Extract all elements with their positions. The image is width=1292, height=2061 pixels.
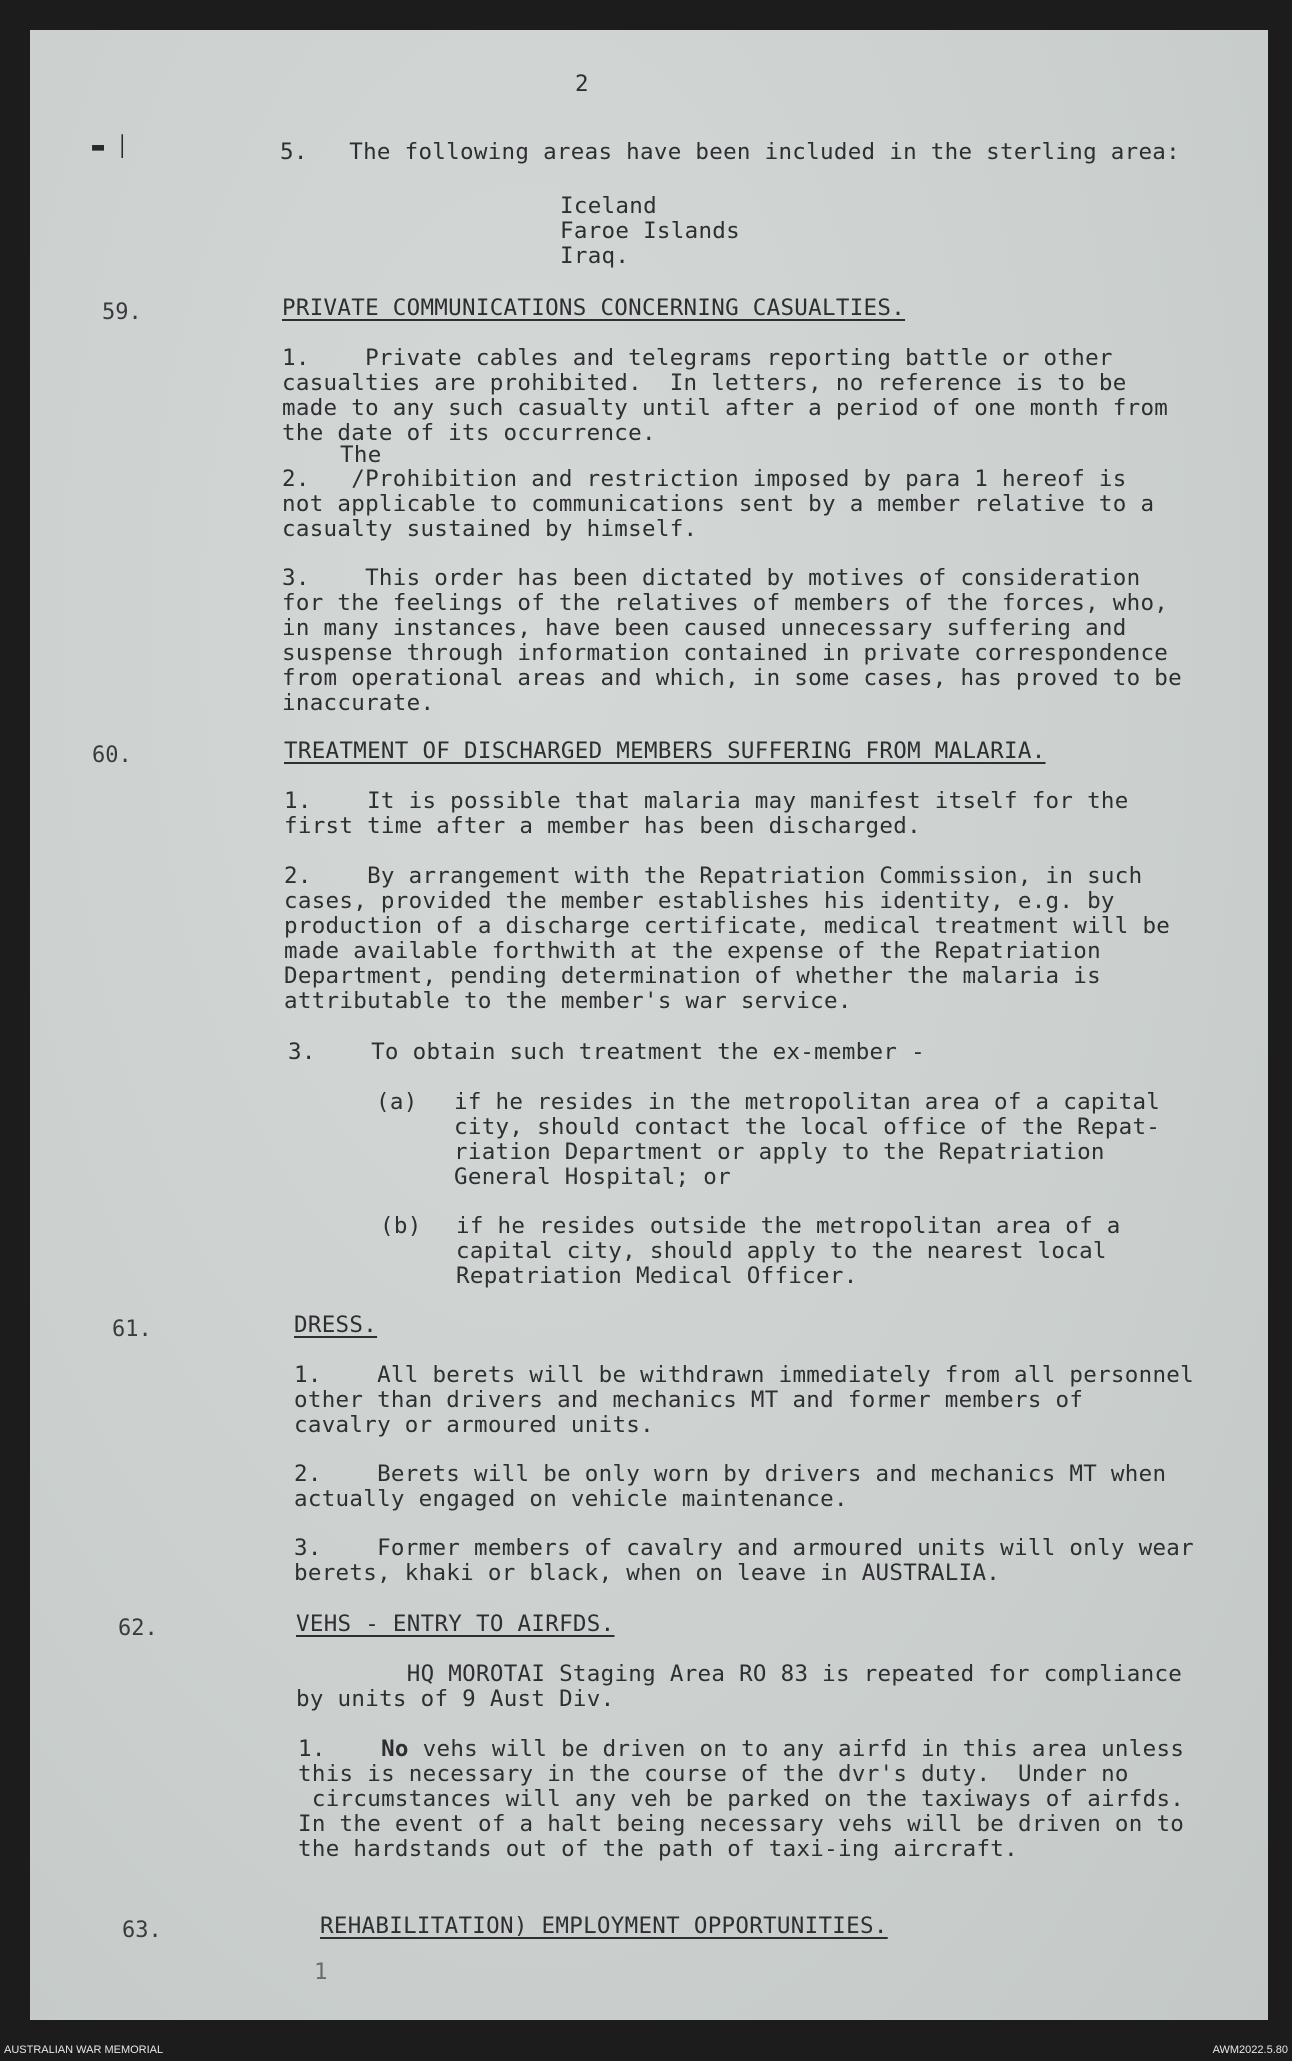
footer-credit: AUSTRALIAN WAR MEMORIAL [4, 2044, 164, 2056]
text-line: 2. Berets will be only worn by drivers and mechanics MT when [294, 1461, 1167, 1487]
text-line: 1. It is possible that malaria may manifest itself for the [284, 788, 1129, 814]
area-item: Faroe Islands [560, 218, 740, 244]
document-page [30, 30, 1268, 2020]
section-heading: DRESS. [294, 1312, 378, 1338]
text-line: Repatriation Medical Officer. [456, 1263, 858, 1289]
text-line: 1. All berets will be withdrawn immediately from all personnel [294, 1362, 1194, 1388]
text-line: suspense through information contained in private correspondence [282, 640, 1169, 666]
text-line: actually engaged on vehicle maintenance. [294, 1486, 848, 1512]
page-number: 2 [575, 71, 589, 97]
text-line: 1. Private cables and telegrams reporting battle or other [282, 345, 1113, 371]
section-heading: TREATMENT OF DISCHARGED MEMBERS SUFFERING FROM MALARIA. [284, 738, 1046, 764]
area-item: Iraq. [560, 243, 630, 269]
margin-mark: ▬ │ [92, 134, 129, 158]
section-number: 60. [92, 743, 132, 768]
text-line: HQ MOROTAI Staging Area RO 83 is repeated for compliance [296, 1661, 1183, 1687]
handwritten-insert: The [340, 442, 382, 468]
bottom-mark: 1 [314, 1959, 328, 1985]
text-line: casualties are prohibited. In letters, no reference is to be [282, 370, 1127, 396]
text-line: production of a discharge certificate, medical treatment will be [284, 913, 1171, 939]
section-number: 63. [122, 1918, 162, 1943]
section-heading: PRIVATE COMMUNICATIONS CONCERNING CASUALTIES. [282, 295, 906, 321]
text-line: casualty sustained by himself. [282, 516, 698, 542]
text-line: the date of its occurrence. [282, 420, 656, 446]
section-heading: REHABILITATION) EMPLOYMENT OPPORTUNITIES. [320, 1913, 888, 1939]
emphasis: No [381, 1736, 409, 1762]
text-line: General Hospital; or [454, 1164, 731, 1190]
text-line: 3. This order has been dictated by motives of consideration [282, 565, 1141, 591]
area-item: Iceland [560, 193, 657, 219]
text-line: cavalry or armoured units. [294, 1412, 654, 1438]
item5-lead: 5. The following areas have been included in the sterling area: [280, 139, 1180, 165]
text-line: 2. /Prohibition and restriction imposed by para 1 hereof is [282, 466, 1127, 492]
text-line: by units of 9 Aust Div. [296, 1686, 615, 1712]
text-line: berets, khaki or black, when on leave in AUSTRALIA. [294, 1560, 1001, 1586]
text-line: if he resides outside the metropolitan area of a [456, 1213, 1121, 1239]
footer-bar [0, 2040, 1292, 2061]
text-line: riation Department or apply to the Repatriation [454, 1139, 1105, 1165]
section-number: 59. [102, 300, 142, 325]
section-number: 61. [112, 1317, 152, 1342]
section-number: 62. [118, 1616, 158, 1641]
text-line [298, 1737, 1184, 1763]
subitem-label: (a) [376, 1089, 418, 1115]
text-line: for the feelings of the relatives of members of the forces, who, [282, 590, 1169, 616]
text-line: cases, provided the member establishes his identity, e.g. by [284, 888, 1115, 914]
text-line: made available forthwith at the expense of the Repatriation [284, 938, 1101, 964]
text-line: attributable to the member's war service. [284, 988, 852, 1014]
text-line: inaccurate. [282, 690, 435, 716]
text-line: city, should contact the local office of the Repat- [454, 1114, 1161, 1140]
text-line: circumstances will any veh be parked on the taxiways of airfds. [298, 1786, 1185, 1812]
para-number: 1. [298, 1736, 382, 1762]
text-line: in many instances, have been caused unnecessary suffering and [282, 615, 1127, 641]
s60-para3: 3. To obtain such treatment the ex-member - [288, 1039, 925, 1065]
text-line: not applicable to communications sent by a member relative to a [282, 491, 1155, 517]
text-line: from operational areas and which, in some cases, has proved to be [282, 665, 1182, 691]
subitem-label: (b) [380, 1213, 422, 1239]
text-line: 2. By arrangement with the Repatriation Commission, in such [284, 863, 1143, 889]
text-run: vehs will be driven on to any airfd in this area unless [408, 1736, 1185, 1762]
text-line: 3. Former members of cavalry and armoured units will only wear [294, 1535, 1194, 1561]
text-line: if he resides in the metropolitan area of a capital [454, 1089, 1161, 1115]
text-line: first time after a member has been discharged. [284, 813, 921, 839]
text-line: capital city, should apply to the nearest local [456, 1238, 1107, 1264]
text-line: other than drivers and mechanics MT and former members of [294, 1387, 1084, 1413]
section-heading: VEHS - ENTRY TO AIRFDS. [296, 1611, 615, 1637]
text-line: In the event of a halt being necessary vehs will be driven on to [298, 1811, 1185, 1837]
text-line: made to any such casualty until after a period of one month from [282, 395, 1169, 421]
text-line: Department, pending determination of whether the malaria is [284, 963, 1101, 989]
footer-reference: AWM2022.5.80 [1212, 2044, 1288, 2056]
text-line: the hardstands out of the path of taxi-ing aircraft. [298, 1836, 1018, 1862]
text-line: this is necessary in the course of the dvr's duty. Under no [298, 1761, 1129, 1787]
